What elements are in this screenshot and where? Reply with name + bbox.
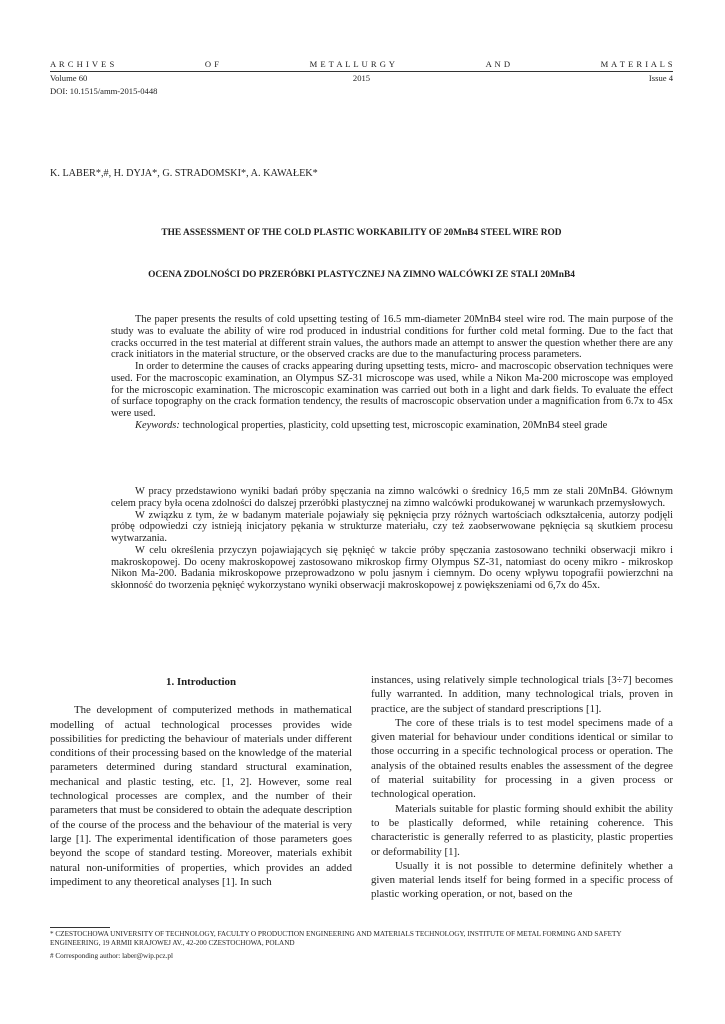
footnote-corresponding: # Corresponding author: laber@wip.pcz.pl <box>50 952 173 960</box>
abstract-pl <box>111 486 673 592</box>
journal-name <box>50 59 673 69</box>
journal-word: A R C H I V E S <box>50 59 115 69</box>
journal-word: M E T A L L U R G Y <box>309 59 396 69</box>
keywords <box>111 420 673 432</box>
body-paragraph: Materials suitable for plastic forming should exhibit the ability to be plastically deformed, while retaining coherence. This characteristic is generally referred to as plasticity, plastic properties or deformability [1]. <box>371 802 673 858</box>
abstract-pl-paragraph: W celu określenia przyczyn pojawiających się pęknięć w takcie próby spęczania zastosowano techniki obserwacji mikro i makroskopowej. Do oceny makroskopowej zastosowano mikroskop firmy Olympus SZ-31, natomiast do oceny mikro - mikroskop Nikon Ma-200. Badania mikroskopowe przeprowadzono w polu jasnym i ciemnym. Do oceny wpływu topografii powierzchni na skłonność do tworzenia pęknięć wykorzystano wyniki obserwacji makroskopowej z powiększeniami od 6,7x do 45x. <box>111 544 673 591</box>
journal-word: M A T E R I A L S <box>600 59 673 69</box>
keywords-label: Keywords: <box>135 419 180 431</box>
body-paragraph: The development of computerized methods in mathematical modelling of actual technological processes provides wide possibilities for predicting the behaviour of materials under different conditions of their processing based on the knowledge of the material parameters determined during standard structural examination, mechanical and plastic testing, etc. [1, 2]. However, some real technological processes are complex, and the number of their parameters that must be considered to obtain the adequate description of the course of the process and the behaviour of the material is very large [1]. The experimental identification of those parameters goes beyond the scope of standard testing. Moreover, materials exhibit natural non-uniformities of properties, which provides an added impediment to any theoretical analyses [1]. In such <box>50 704 353 888</box>
footnote-rule <box>50 927 110 928</box>
body-paragraph: Usually it is not possible to determine definitely whether a given material lends itself for being formed in a specific process of plastic working operation, or not, based on the <box>371 859 673 901</box>
volume: Volume 60 <box>50 73 88 83</box>
right-column <box>371 673 673 902</box>
abstract-en-paragraph: The paper presents the results of cold upsetting testing of 16.5 mm-diameter 20MnB4 steel wire rod. The main purpose of the study was to evaluate the ability of wire rod produced in industrial conditions for further cold metal forming. Due to the fact that cracks occurred in the test material at different strain values, the authors made an attempt to answer the question whether there are any crack initiators in the material structure, or the observed cracks are due to the manufacturing process parameters. <box>111 314 673 361</box>
abstract-pl-paragraph: W związku z tym, że w badanym materiale pojawiały się pęknięcia przy różnych wartościach odkształcenia, autorzy podjęli próbę odpowiedzi czy istnieją inicjatory pękania w strukturze materiału, czy też zaobserwowane pęknięcia są skutkiem procesu wytwarzania. <box>111 509 673 544</box>
title-pl: OCENA ZDOLNOŚCI DO PRZERÓBKI PLASTYCZNEJ NA ZIMNO WALCÓWKI ZE STALI 20MnB4 <box>148 270 575 280</box>
journal-word: O F <box>204 59 220 69</box>
abstract-en-paragraph: In order to determine the causes of cracks appearing during upsetting tests, micro- and macroscopic observation techniques were used. For the macroscopic examination, an Olympus SZ-31 microscope was used, while a Nikon Ma-200 microscope was employed for the microscopic examination. The microscopic examination was carried out both in a light and dark fields. To evaluate the effect of surface topography on the crack formation tendency, the results of macroscopic observation under a magnification from 6.7x to 45x were used. <box>111 361 673 419</box>
doi: DOI: 10.1515/amm-2015-0448 <box>50 86 158 96</box>
abstract-pl-paragraph: W pracy przedstawiono wyniki badań próby spęczania na zimno walcówki o średnicy 16,5 mm ze stali 20MnB4. Głównym celem pracy była ocena zdolności do dalszej przeróbki plastycznej na zimno walcówki produkowanej w warunkach przemysłowych. <box>111 486 673 509</box>
abstract-en <box>111 314 673 432</box>
footnote-affiliation: * CZESTOCHOWA UNIVERSITY OF TECHNOLOGY, FACULTY O PRODUCTION ENGINEERING AND MATERIALS TECHNOLOGY, INSTITUTE OF METAL FORMING AND SAFETY ENGINEERING, 19 ARMII KRAJOWEJ AV., 42-200 CZESTOCHOWA, POLAND <box>50 930 622 948</box>
title-en: THE ASSESSMENT OF THE COLD PLASTIC WORKABILITY OF 20MnB4 STEEL WIRE ROD <box>161 228 562 238</box>
year: 2015 <box>352 73 371 83</box>
body-paragraph: The core of these trials is to test model specimens made of a given material for behaviour under conditions identical or similar to those occurring in a specific technological process or operation. The analysis of the obtained results enables the assessment of the degree of material suitability for processing in a given process or technological operation. <box>371 716 673 801</box>
journal-word: A N D <box>485 59 511 69</box>
issue: Issue 4 <box>648 73 673 83</box>
section-heading: 1. Introduction <box>166 676 236 688</box>
header-rule <box>50 71 673 72</box>
authors: K. LABER*,#, H. DYJA*, G. STRADOMSKI*, A. KAWAŁEK* <box>50 168 318 179</box>
left-column <box>50 675 352 889</box>
keywords-text: technological properties, plasticity, cold upsetting test, microscopic examination, 20MnB4 steel grade <box>179 419 608 431</box>
body-paragraph: instances, using relatively simple technological trials [3÷7] becomes fully warranted. In addition, many technological trials, proven in practice, are the subject of standard prescriptions [1]. <box>371 674 673 715</box>
